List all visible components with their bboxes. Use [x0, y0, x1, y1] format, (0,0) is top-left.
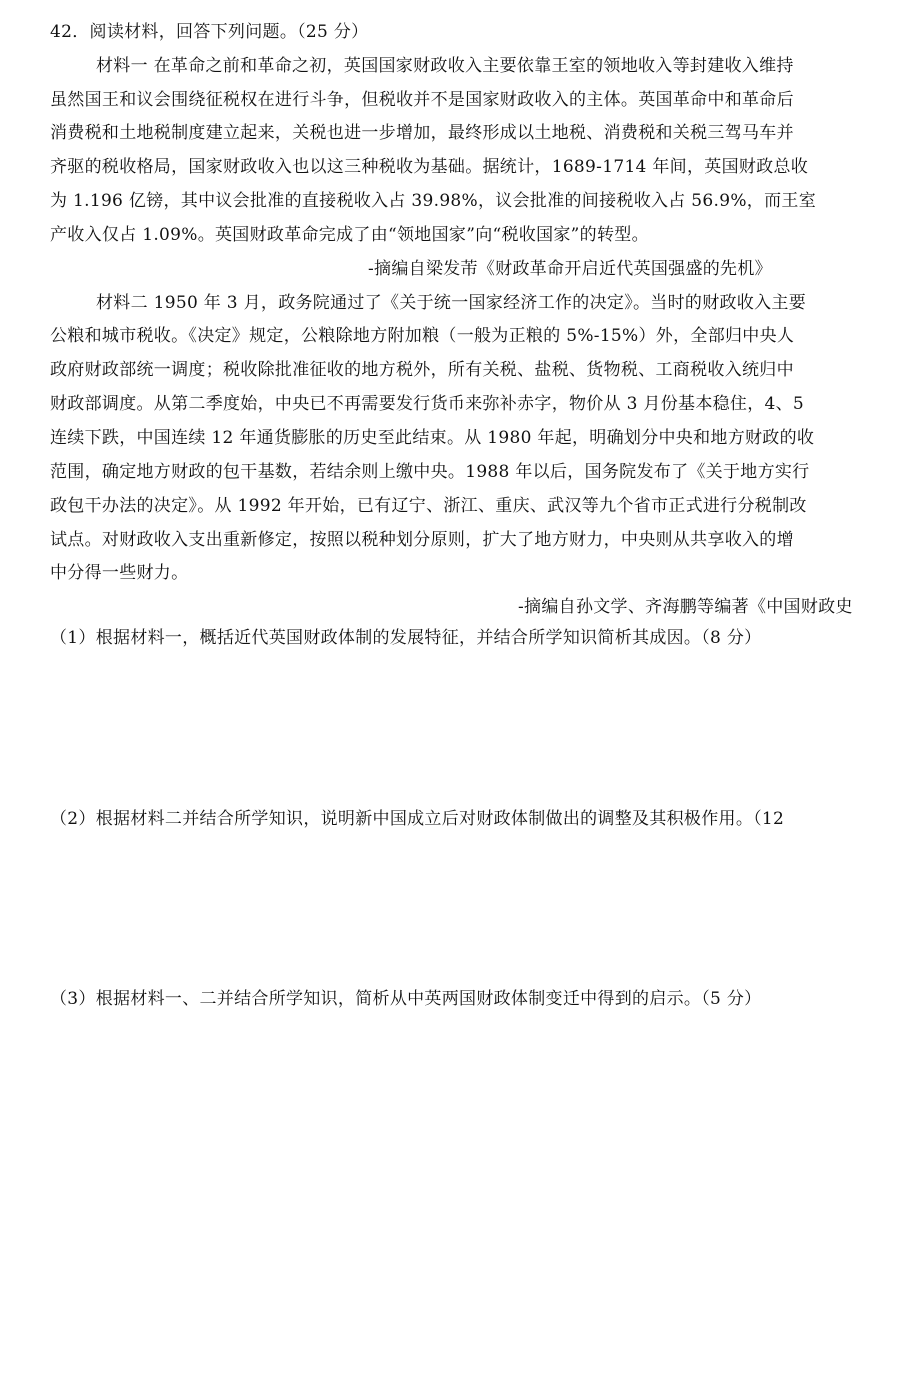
material2-line: 连续下跌，中国连续 12 年通货膨胀的历史至此结束。从 1980 年起，明确划分中央和地方财政的收: [50, 428, 815, 448]
material2-line: 公粮和城市税收。《决定》规定，公粮除地方附加粮（一般为正粮的 5%-15%）外，全部归中央人: [50, 326, 795, 346]
material2-line: 范围，确定地方财政的包干基数，若结余则上缴中央。1988 年以后，国务院发布了《关于地方实行: [50, 462, 810, 482]
material1-line: 材料一 在革命之前和革命之初，英国国家财政收入主要依靠王室的领地收入等封建收入维持: [96, 56, 794, 76]
material2-line: 试点。对财政收入支出重新修定，按照以税种划分原则，扩大了地方财力，中央则从共享收入的增: [50, 530, 794, 550]
subquestion-2: （2）根据材料二并结合所学知识，说明新中国成立后对财政体制做出的调整及其积极作用。（12: [50, 809, 785, 829]
material2-line: 中分得一些财力。: [50, 563, 189, 583]
material1-line: 虽然国王和议会围绕征税权在进行斗争，但税收并不是国家财政收入的主体。英国革命中和革命后: [50, 90, 794, 110]
material1-line: 齐驱的税收格局，国家财政收入也以这三种税收为基础。据统计，1689-1714 年间，英国财政总收: [50, 157, 809, 177]
material2-line: 政包干办法的决定》。从 1992 年开始，已有辽宁、浙江、重庆、武汉等九个省市正式进行分税制改: [50, 496, 807, 516]
material1-line: 产收入仅占 1.09%。英国财政革命完成了由“领地国家”向“税收国家”的转型。: [50, 225, 649, 245]
material2-source: -摘编自孙文学、齐海鹏等编著《中国财政史: [518, 597, 853, 617]
question-header: 42．阅读材料，回答下列问题。（25 分）: [50, 22, 369, 42]
material1-source: -摘编自梁发芾《财政革命开启近代英国强盛的先机》: [368, 259, 772, 279]
material1-line: 消费税和土地税制度建立起来，关税也进一步增加，最终形成以土地税、消费税和关税三驾马车并: [50, 123, 794, 143]
material2-line: 财政部调度。从第二季度始，中央已不再需要发行货币来弥补赤字，物价从 3 月份基本稳住，4、5: [50, 394, 805, 414]
material2-line: 材料二 1950 年 3 月，政务院通过了《关于统一国家经济工作的决定》。当时的财政收入主要: [96, 293, 806, 313]
subquestion-3: （3）根据材料一、二并结合所学知识，简析从中英两国财政体制变迁中得到的启示。（5 分）: [50, 989, 762, 1009]
material1-line: 为 1.196 亿镑，其中议会批准的直接税收入占 39.98%，议会批准的间接税收入占 56.9%，而王室: [50, 191, 817, 211]
subquestion-1: （1）根据材料一，概括近代英国财政体制的发展特征，并结合所学知识简析其成因。（8 分）: [50, 628, 762, 648]
material2-line: 政府财政部统一调度；税收除批准征收的地方税外，所有关税、盐税、货物税、工商税收入统归中: [50, 360, 794, 380]
